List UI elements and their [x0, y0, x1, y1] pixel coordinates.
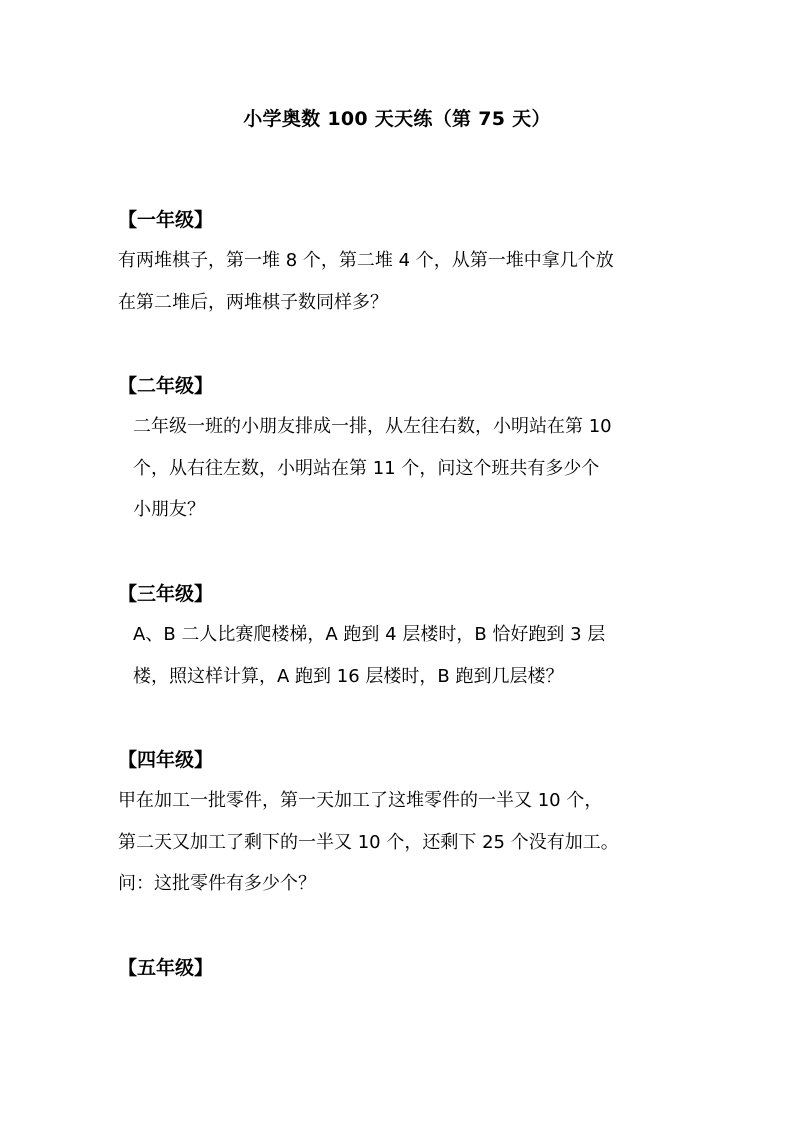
grade-4-question-line-3: 问：这批零件有多少个？: [118, 873, 316, 894]
grade-4-question-line-1: 甲在加工一批零件，第一天加工了这堆零件的一半又 10 个，: [118, 790, 603, 811]
grade-5-heading: 【五年级】: [118, 957, 214, 979]
grade-1-heading: 【一年级】: [118, 209, 214, 231]
grade-2-question-line-2: 个，从右往左数，小明站在第 11 个，问这个班共有多少个: [133, 458, 600, 479]
grade-2-heading: 【二年级】: [118, 375, 214, 397]
grade-1-question-line-2: 在第二堆后，两堆棋子数同样多？: [118, 292, 388, 313]
grade-2-question-line-3: 小朋友？: [133, 499, 205, 520]
page-title: 小学奥数 100 天天练（第 75 天）: [243, 108, 551, 130]
grade-3-question-line-1: A、B 二人比赛爬楼梯，A 跑到 4 层楼时，B 恰好跑到 3 层: [133, 624, 606, 645]
grade-3-question-line-2: 楼，照这样计算，A 跑到 16 层楼时，B 跑到几层楼？: [133, 666, 564, 687]
grade-4-question-line-2: 第二天又加工了剩下的一半又 10 个，还剩下 25 个没有加工。: [118, 832, 619, 853]
grade-1-question-line-1: 有两堆棋子，第一堆 8 个，第二堆 4 个，从第一堆中拿几个放: [118, 250, 614, 271]
grade-4-heading: 【四年级】: [118, 749, 214, 771]
grade-2-question-line-1: 二年级一班的小朋友排成一排，从左往右数，小明站在第 10: [133, 416, 612, 437]
grade-3-heading: 【三年级】: [118, 583, 214, 605]
